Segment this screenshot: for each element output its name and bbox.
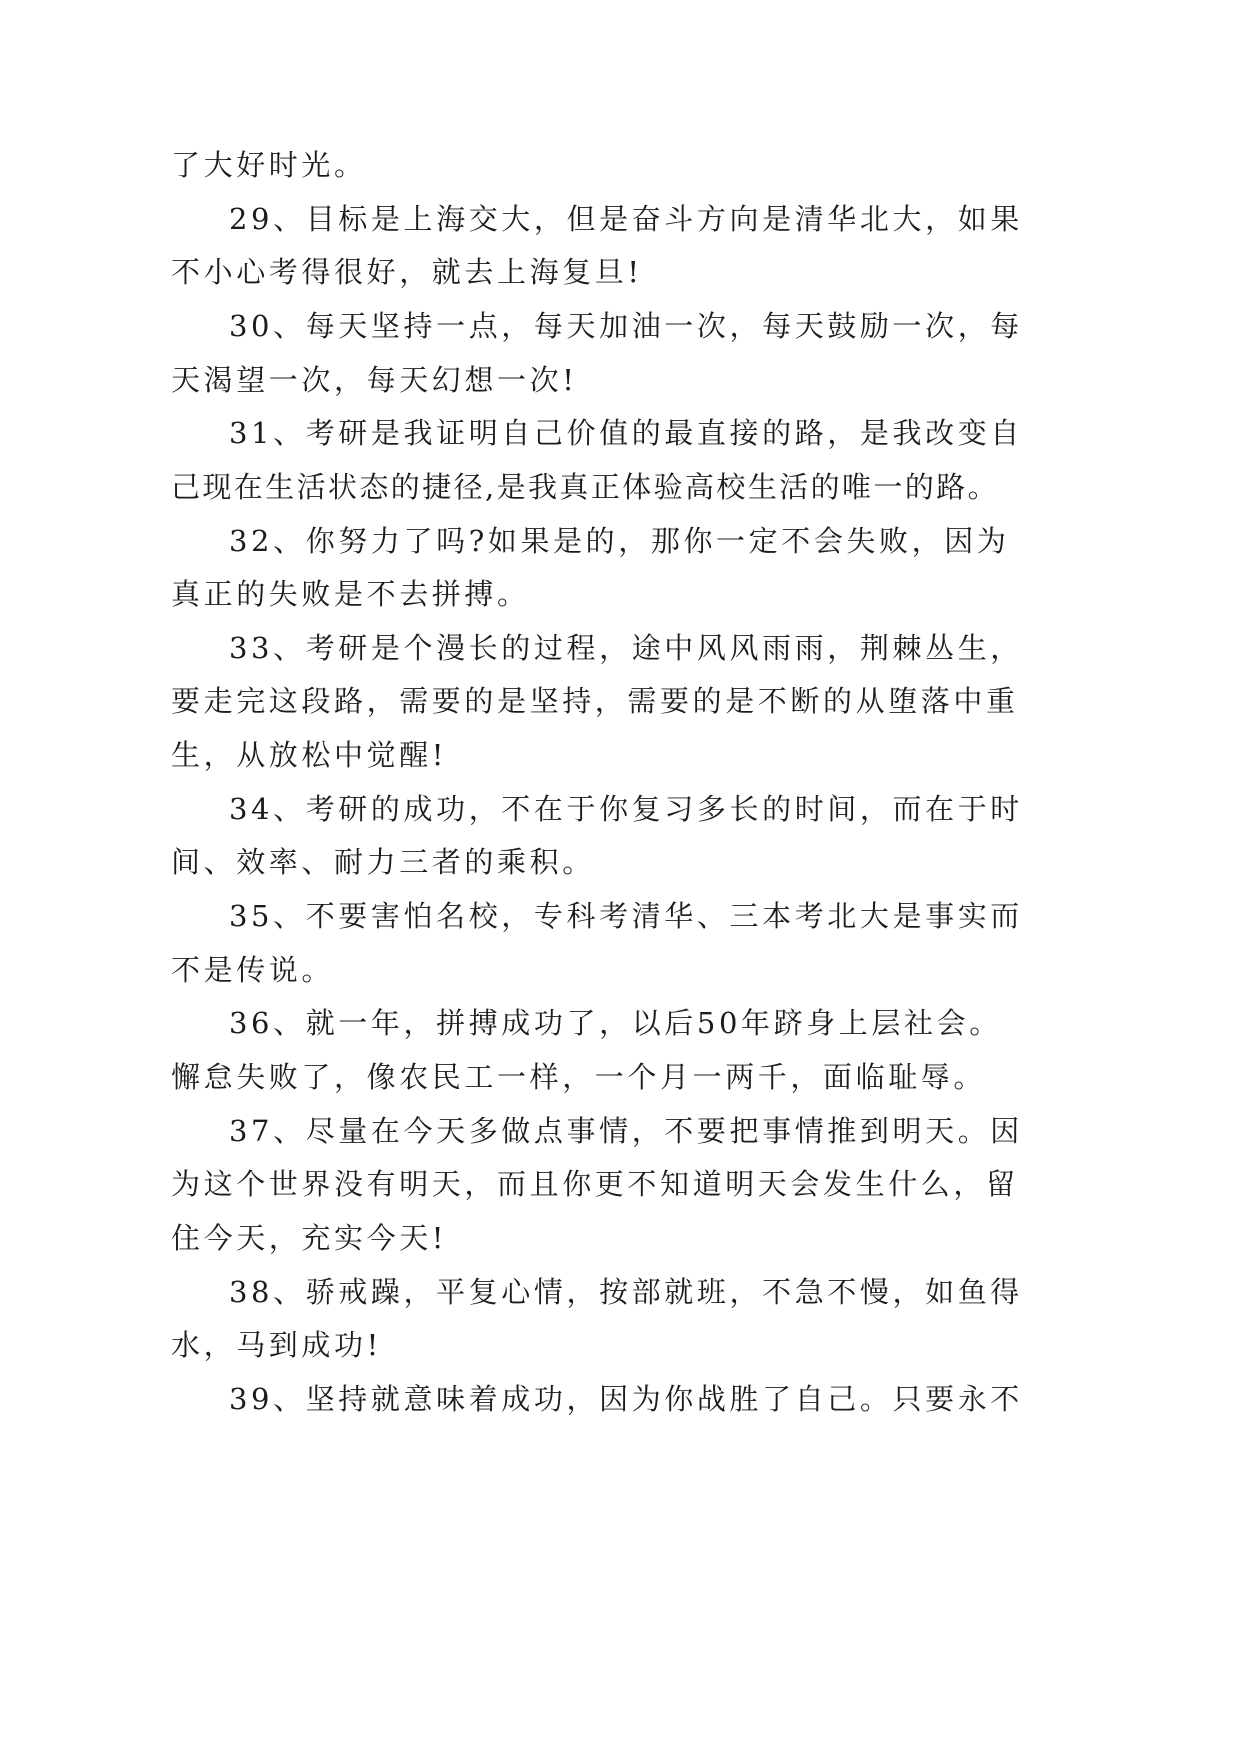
text-line: 31、考研是我证明自己价值的最直接的路，是我改变自 [229,416,1023,450]
text-line: 29、目标是上海交大，但是奋斗方向是清华北大，如果 [229,202,1023,236]
text-line: 间、效率、耐力三者的乘积。 [171,845,595,879]
text-line: 30、每天坚持一点，每天加油一次，每天鼓励一次，每 [229,309,1023,343]
text-line: 为这个世界没有明天，而且你更不知道明天会发生什么，留 [171,1167,1019,1201]
text-line: 不是传说。 [171,953,335,987]
text-line: 了大好时光。 [171,148,367,182]
text-line: 37、尽量在今天多做点事情，不要把事情推到明天。因 [229,1114,1023,1148]
text-line: 己现在生活状态的捷径,是我真正体验高校生活的唯一的路。 [171,470,1000,504]
text-line: 要走完这段路，需要的是坚持，需要的是不断的从堕落中重 [171,684,1019,718]
text-line: 39、坚持就意味着成功，因为你战胜了自己。只要永不 [229,1382,1023,1416]
text-line: 33、考研是个漫长的过程，途中风风雨雨，荆棘丛生， [229,631,1023,665]
text-line: 水，马到成功! [171,1328,382,1362]
text-line: 32、你努力了吗?如果是的，那你一定不会失败，因为 [229,524,1010,558]
text-line: 38、骄戒躁，平复心情，按部就班，不急不慢，如鱼得 [229,1275,1023,1309]
text-line: 懈怠失败了，像农民工一样，一个月一两千，面临耻辱。 [171,1060,987,1094]
text-line: 不小心考得很好，就去上海复旦! [171,255,643,289]
text-line: 35、不要害怕名校，专科考清华、三本考北大是事实而 [229,899,1023,933]
text-line: 生，从放松中觉醒! [171,738,448,772]
text-line: 住今天，充实今天! [171,1221,448,1255]
text-line: 36、就一年，拼搏成功了，以后50年跻身上层社会。 [229,1006,1002,1040]
text-line: 34、考研的成功，不在于你复习多长的时间，而在于时 [229,792,1023,826]
text-line: 真正的失败是不去拼搏。 [171,577,530,611]
text-line: 天渴望一次，每天幻想一次! [171,363,578,397]
